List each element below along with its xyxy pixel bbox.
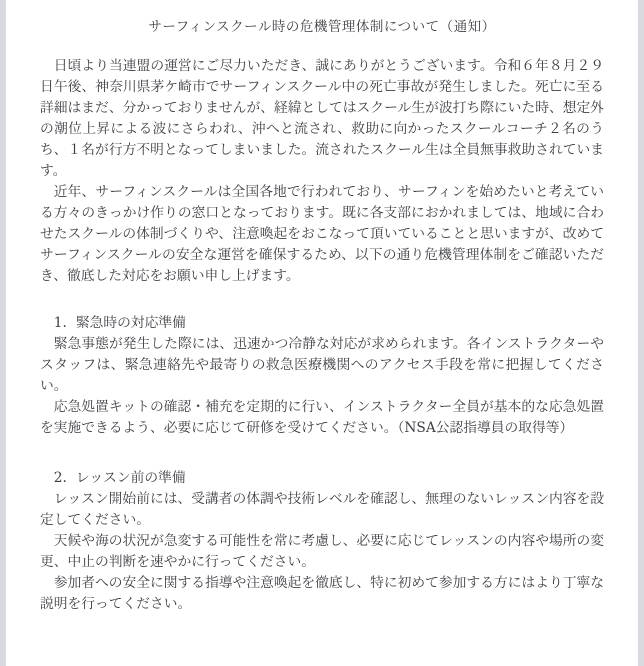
- intro-paragraph-2: 近年、サーフィンスクールは全国各地で行われており、サーフィンを始めたいと考えている方々のきっかけ作りの窓口となっております。既に各支部におかれましては、地域に合わせたスクールの体制づくりや、注意喚起をおこなって頂いていることと思いますが、改めてサーフィンスクールの安全な運営を確保するため、以下の通り危機管理体制をご確認いただき、徹底した対応をお願い申し上げます。: [40, 184, 605, 284]
- section-2-number: 2.: [53, 470, 67, 486]
- section-1-heading-text: 緊急時の対応準備: [75, 315, 186, 331]
- section-1-number: 1.: [53, 315, 67, 331]
- section-2-paragraph-2: 天候や海の状況が急変する可能性を常に考慮し、必要に応じてレッスンの内容や場所の変更、中止の判断を速やかに行ってください。: [40, 533, 604, 570]
- intro-paragraph-1: 日頃より当連盟の運営にご尽力いただき、誠にありがとうございます。令和６年８月２９日午後、神奈川県茅ケ崎市でサーフィンスクール中の死亡事故が発生しました。死亡に至る詳細はまだ、分かっておりませんが、経緯としてはスクール生が波打ち際にいた時、想定外の潮位上昇による波にさらわれ、沖へと流され、救助に向かったスクールコーチ２名のうち、１名が行方不明となってしまいました。流されたスクール生は全員無事救助されています。: [40, 58, 604, 179]
- page-edge-right: [638, 0, 644, 666]
- section-2-heading: [40, 468, 604, 489]
- section-1-paragraph-1: 緊急事態が発生した際には、迅速かつ冷静な対応が求められます。各インストラクターやスタッフは、緊急連絡先や最寄りの救急医療機関へのアクセス手段を常に把握してください。: [40, 336, 604, 394]
- section-1-paragraph-2: 応急処置キットの確認・補充を定期的に行い、インストラクター全員が基本的な応急処置を実施できるよう、必要に応じて研修を受けてください。（NSA公認指導員の取得等）: [40, 399, 604, 436]
- section-1-heading: [40, 313, 604, 334]
- document-page: [6, 0, 638, 666]
- section-2-paragraph-3: 参加者への安全に関する指導や注意喚起を徹底し、特に初めて参加する方にはより丁寧な説明を行ってください。: [40, 575, 604, 612]
- section-2-paragraph-1: レッスン開始前には、受講者の体調や技術レベルを確認し、無理のないレッスン内容を設定してください。: [40, 491, 604, 528]
- document-title: サーフィンスクール時の危機管理体制について（通知）: [148, 19, 496, 35]
- section-2-heading-text: レッスン前の準備: [75, 470, 186, 486]
